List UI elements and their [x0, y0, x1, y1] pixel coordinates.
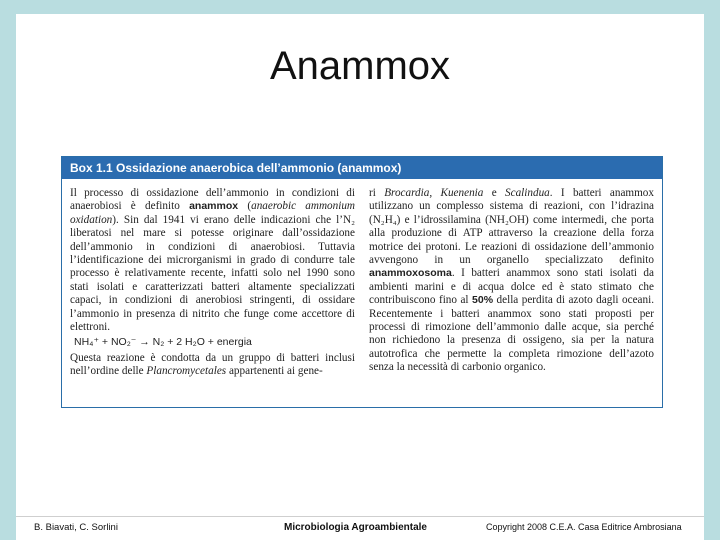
slide [16, 14, 704, 540]
term-anammoxosoma: anammoxosoma [369, 267, 452, 280]
footer-authors: B. Biavati, C. Sorlini [34, 522, 118, 533]
text-box [61, 156, 663, 408]
box-columns [62, 179, 662, 379]
text-run: ri [369, 187, 376, 199]
text-run: . I batteri anammox utilizzano un complesso sistema di reazioni, con l’idrazina (N₂H₄) e l’idrossilamina (NH₂OH) come intermedi, che porta alla produzione di ATP attraverso la creazione della forza motrice dei protoni. Le reazioni di ossidazione dell’ammonio avvengono in un organello specializzato definito [369, 187, 654, 267]
right-paragraph [369, 187, 654, 375]
slide-title: Anammox [269, 44, 451, 88]
genus-name: Scalindua [505, 187, 550, 199]
right-column [369, 187, 654, 379]
term-italic: anaerobic ammonium oxidation [70, 200, 356, 226]
footer-copyright: Copyright 2008 C.E.A. Casa Editrice Ambrosiana [486, 522, 682, 532]
footer [16, 516, 704, 537]
text-run: della perdita di azoto dagli oceani. Recentemente i batteri anammox sono stati proposti per processi di rimozione dell’ammonio dalle acque, sia perché non richiedono la presenza di ossigeno, sia per la natura autotrofica che permette la completa rimozione dell’azoto senza la necessità di carbonio organico. [369, 294, 655, 374]
box-header: Box 1.1 Ossidazione anaerobica dell’ammonio (anammox) [62, 157, 662, 179]
footer-book: Microbiologia Agroambientale [284, 522, 427, 533]
text-run: . I batteri anammox sono stati isolati da ambienti marini e di acqua dolce ed è stato stimato che contribuiscono fino al [369, 267, 654, 307]
text-run: Questa reazione è condotta da un gruppo di batteri inclusi nell’ordine delle [70, 351, 355, 378]
left-paragraph-2 [70, 352, 355, 379]
left-column [70, 187, 355, 379]
order-name: Plancromycetales [146, 365, 227, 378]
equation: NH₄⁺ + NO₂⁻ → N₂ + 2 H₂O + energia [74, 336, 252, 349]
genus-names: Brocardia, Kuenenia [384, 187, 484, 199]
text-run: e [491, 187, 497, 199]
text-run: ( [247, 200, 252, 213]
text-run: appartenenti ai gene- [228, 365, 323, 378]
percent-value: 50% [472, 294, 494, 307]
text-run: ). Sin dal 1941 vi erano delle indicazioni che l’N₂ liberatosi nel mare si potesse originare dall’ossidazione dell’ammonio in condizioni di anaerobiosi. Tuttavia l’identificazione dei microrganismi in grado di condurre tale processo è relativamente recente, infatti solo nel 1990 sono stati isolati e caratterizzati batteri altamente specializzati capaci, in condizioni di anerobiosi stringenti, di ossidare l’ammonio in presenza di nitrito che funge come accettore di elettroni. [70, 213, 355, 334]
text-run: Il processo di ossidazione dell’ammonio in condizioni di anaerobiosi è definito [70, 187, 355, 213]
left-paragraph-1 [70, 187, 355, 334]
term-anammox: anammox [189, 200, 239, 213]
